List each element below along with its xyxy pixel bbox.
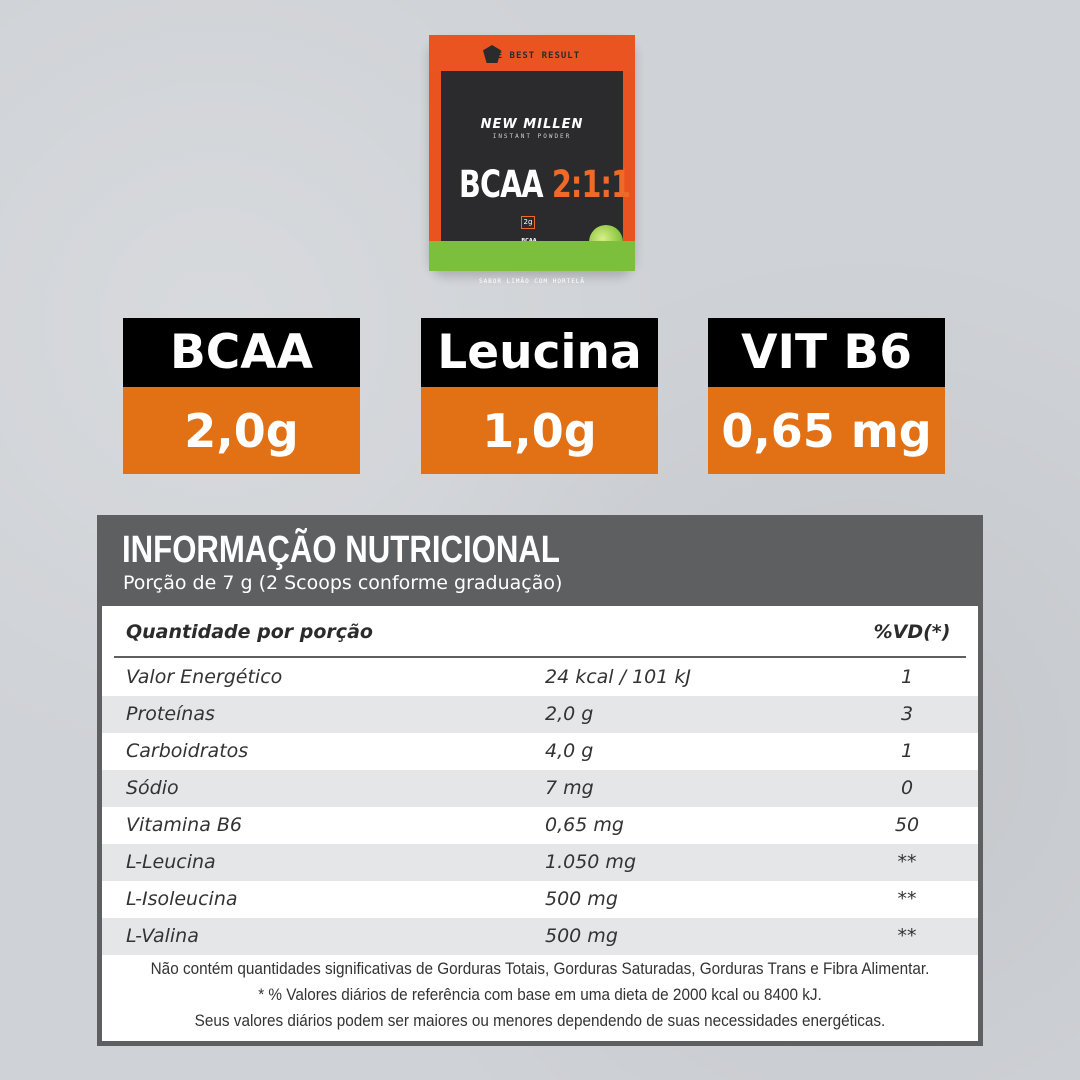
product-jar-image <box>429 35 635 285</box>
nutrient-amount: 0,65 mg <box>545 814 624 836</box>
table-row <box>102 696 978 733</box>
nutrient-name: L-Leucina <box>126 851 216 873</box>
jar-side-right <box>623 71 635 241</box>
footnote-nutrients: Não contém quantidades significativas de Gorduras Totais, Gorduras Saturadas, Gorduras Trans e Fibra Alimentar. <box>150 959 930 978</box>
nutrient-name: Proteínas <box>126 703 215 725</box>
table-row <box>102 807 978 844</box>
nutrient-vd: ** <box>897 851 917 873</box>
nutrient-name: Carboidratos <box>126 740 249 762</box>
nutrient-name: Vitamina B6 <box>126 814 243 836</box>
table-row <box>102 659 978 696</box>
nutrition-panel <box>97 515 983 1046</box>
stat-value: 2,0g <box>123 387 360 474</box>
jar-product-main: BCAA <box>459 163 543 206</box>
nutrient-amount: 4,0 g <box>545 740 594 762</box>
nutrient-vd: ** <box>897 925 917 947</box>
stat-bcaa <box>123 318 360 474</box>
stat-label: BCAA <box>123 318 360 387</box>
jar-product-ratio: 2:1:1 <box>551 163 631 206</box>
header-quantity: Quantidade por porção <box>126 621 373 643</box>
nutrient-amount: 500 mg <box>545 925 618 947</box>
nutrient-vd: 1 <box>900 666 914 688</box>
nutrient-name: Valor Energético <box>126 666 283 688</box>
table-row <box>102 918 978 955</box>
nutrient-amount: 7 mg <box>545 777 594 799</box>
jar-product-name <box>459 163 631 206</box>
stat-leucina <box>421 318 658 474</box>
footnote-daily-values: * % Valores diários de referência com base em uma dieta de 2000 kcal ou 8400 kJ. <box>258 985 822 1004</box>
nutrient-vd: 1 <box>900 740 914 762</box>
jar-flavor: SABOR LIMÃO COM HORTELÃ <box>478 278 586 285</box>
nutrient-vd: 0 <box>900 777 914 799</box>
table-row <box>102 770 978 807</box>
stat-label: VIT B6 <box>708 318 945 387</box>
nutrient-amount: 2,0 g <box>545 703 594 725</box>
nutrient-name: L-Valina <box>126 925 199 947</box>
nutrient-vd: 50 <box>894 814 920 836</box>
stat-label: Leucina <box>421 318 658 387</box>
table-row <box>102 881 978 918</box>
nutrient-amount: 1.050 mg <box>545 851 637 873</box>
nutrient-vd: ** <box>897 888 917 910</box>
jar-dose: 2g <box>521 216 535 229</box>
jar-brand: NEW MILLEN <box>480 117 584 132</box>
jar-flavor-band <box>429 241 635 271</box>
stat-vit-b6 <box>708 318 945 474</box>
table-row <box>102 733 978 770</box>
stat-value: 1,0g <box>421 387 658 474</box>
nutrient-amount: 24 kcal / 101 kJ <box>545 666 691 688</box>
nutrient-name: Sódio <box>126 777 179 799</box>
jar-claim: THE BEST RESULT <box>483 51 581 61</box>
header-divider <box>114 656 966 658</box>
table-header <box>102 614 978 651</box>
stat-value: 0,65 mg <box>708 387 945 474</box>
serving-size: Porção de 7 g (2 Scoops conforme graduação) <box>123 572 563 594</box>
table-row <box>102 844 978 881</box>
nutrient-amount: 500 mg <box>545 888 618 910</box>
jar-form: INSTANT POWDER <box>492 133 572 140</box>
footnote-needs: Seus valores diários podem ser maiores ou menores dependendo de suas necessidades energéticas. <box>194 1011 886 1030</box>
jar-side-left <box>429 71 441 241</box>
nutrient-name: L-Isoleucina <box>126 888 238 910</box>
header-vd: %VD(*) <box>873 621 951 643</box>
nutrition-table <box>102 606 978 1041</box>
nutrient-vd: 3 <box>900 703 914 725</box>
nutrition-title: INFORMAÇÃO NUTRICIONAL <box>122 529 560 571</box>
footnotes <box>146 956 934 1034</box>
